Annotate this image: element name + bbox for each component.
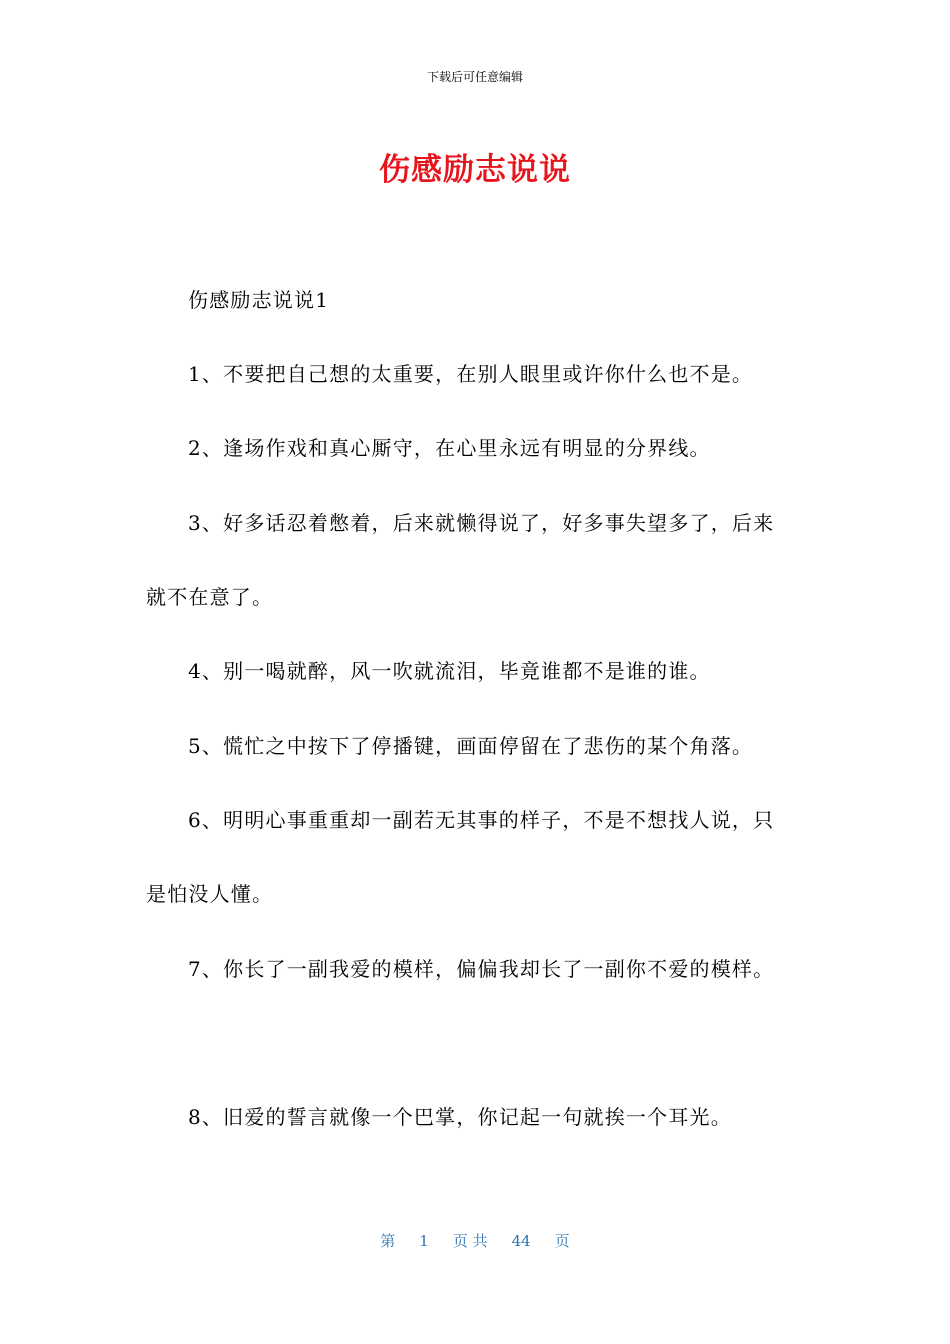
paragraph-6-line-1: 6、明明心事重重却一副若无其事的样子，不是不想找人说，只: [188, 808, 775, 832]
paragraph-7: 7、你长了一副我爱的模样，偏偏我却长了一副你不爱的模样。: [188, 957, 775, 981]
footer-mid: 页 共: [452, 1232, 488, 1250]
paragraph-2: 2、逢场作戏和真心厮守，在心里永远有明显的分界线。: [188, 436, 711, 460]
footer-current-page: 1: [419, 1232, 429, 1250]
paragraph-5: 5、慌忙之中按下了停播键，画面停留在了悲伤的某个角落。: [188, 734, 754, 758]
paragraph-4: 4、别一喝就醉，风一吹就流泪，毕竟谁都不是谁的谁。: [188, 659, 711, 683]
paragraph-8: 8、旧爱的誓言就像一个巴掌，你记起一句就挨一个耳光。: [188, 1105, 732, 1129]
paragraph-6-line-2: 是怕没人懂。: [146, 882, 274, 906]
paragraph-1: 1、不要把自己想的太重要，在别人眼里或许你什么也不是。: [188, 362, 754, 386]
section-heading: 伤感励志说说1: [188, 288, 330, 312]
footer-suffix: 页: [554, 1232, 570, 1250]
paragraph-3-line-1: 3、好多话忍着憋着，后来就懒得说了，好多事失望多了，后来: [188, 511, 775, 535]
paragraph-3-line-2: 就不在意了。: [146, 585, 274, 609]
document-title: 伤感励志说说: [379, 152, 571, 188]
footer-prefix: 第: [380, 1232, 396, 1250]
footer-total-pages: 44: [511, 1232, 531, 1250]
page-footer: [0, 1230, 950, 1251]
header-note: 下载后可任意编辑: [426, 70, 523, 84]
